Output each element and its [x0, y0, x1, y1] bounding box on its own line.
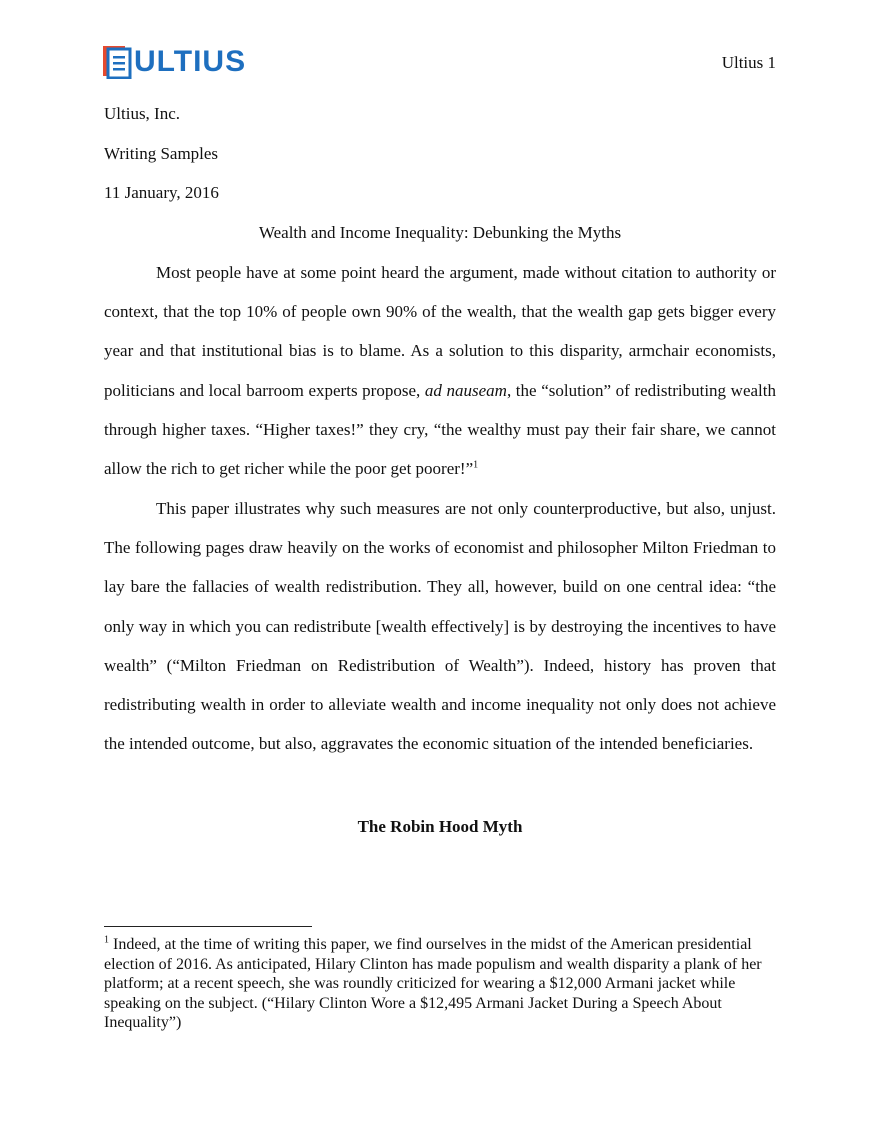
paper-title: Wealth and Income Inequality: Debunking the Myths [258, 223, 622, 242]
footnote-divider [104, 926, 312, 927]
ultius-logo [102, 45, 246, 79]
running-head: Ultius 1 [721, 53, 776, 72]
date-line: 11 January, 2016 [104, 183, 219, 202]
book-logo-icon [102, 45, 132, 79]
course-line: Writing Samples [104, 144, 219, 163]
body-paragraph-1 [104, 253, 776, 488]
section-heading: The Robin Hood Myth [357, 817, 523, 836]
p1-italic: ad nauseam [424, 380, 507, 400]
footnote-ref[interactable]: 1 [473, 459, 479, 471]
p1-text-a: Most people have at some point heard the argument, made without citation to authority or context, that the top 10% of people own 90% of the wealth, that the wealth gap gets bigger every year and that institutional bias is to blame. As a solution to this disparity, armchair economists, politicians and local barroom experts propose, [104, 263, 776, 400]
body-paragraph-2 [104, 489, 776, 763]
footnote-text: Indeed, at the time of writing this paper, we find ourselves in the midst of the American presidential election of 2016. As anticipated, Hilary Clinton has made populism and wealth disparity a plank of her platform; at a recent speech, she was roundly criticized for wearing a $12,000 Armani jacket while speaking on the subject. (“Hilary Clinton Wore a $12,495 Armani Jacket During a Speech About Inequality”) [104, 936, 762, 1032]
p1-text-b: , the “solution” of redistributing wealth through higher taxes. “Higher taxes!” they cry, “the wealthy must pay their fair share, we cannot allow the rich to get richer while the poor get poorer!” [104, 380, 776, 479]
footnote-marker: 1 [104, 934, 109, 946]
p2-text: This paper illustrates why such measures are not only counterproductive, but also, unjust. The following pages draw heavily on the works of economist and philosopher Milton Friedman to lay bare the fallacies of wealth redistribution. They all, however, build on one central idea: “the only way in which you can redistribute [wealth effectively] is by destroying the incentives to have wealth” (“Milton Friedman on Redistribution of Wealth”). Indeed, history has proven that redistributing wealth in order to alleviate wealth and income inequality not only does not achieve the intended outcome, but also, aggravates the economic situation of the intended beneficiaries. [104, 499, 776, 754]
author-line: Ultius, Inc. [104, 104, 181, 123]
logo-wordmark: ULTIUS [134, 45, 247, 78]
footnote [104, 935, 776, 1033]
